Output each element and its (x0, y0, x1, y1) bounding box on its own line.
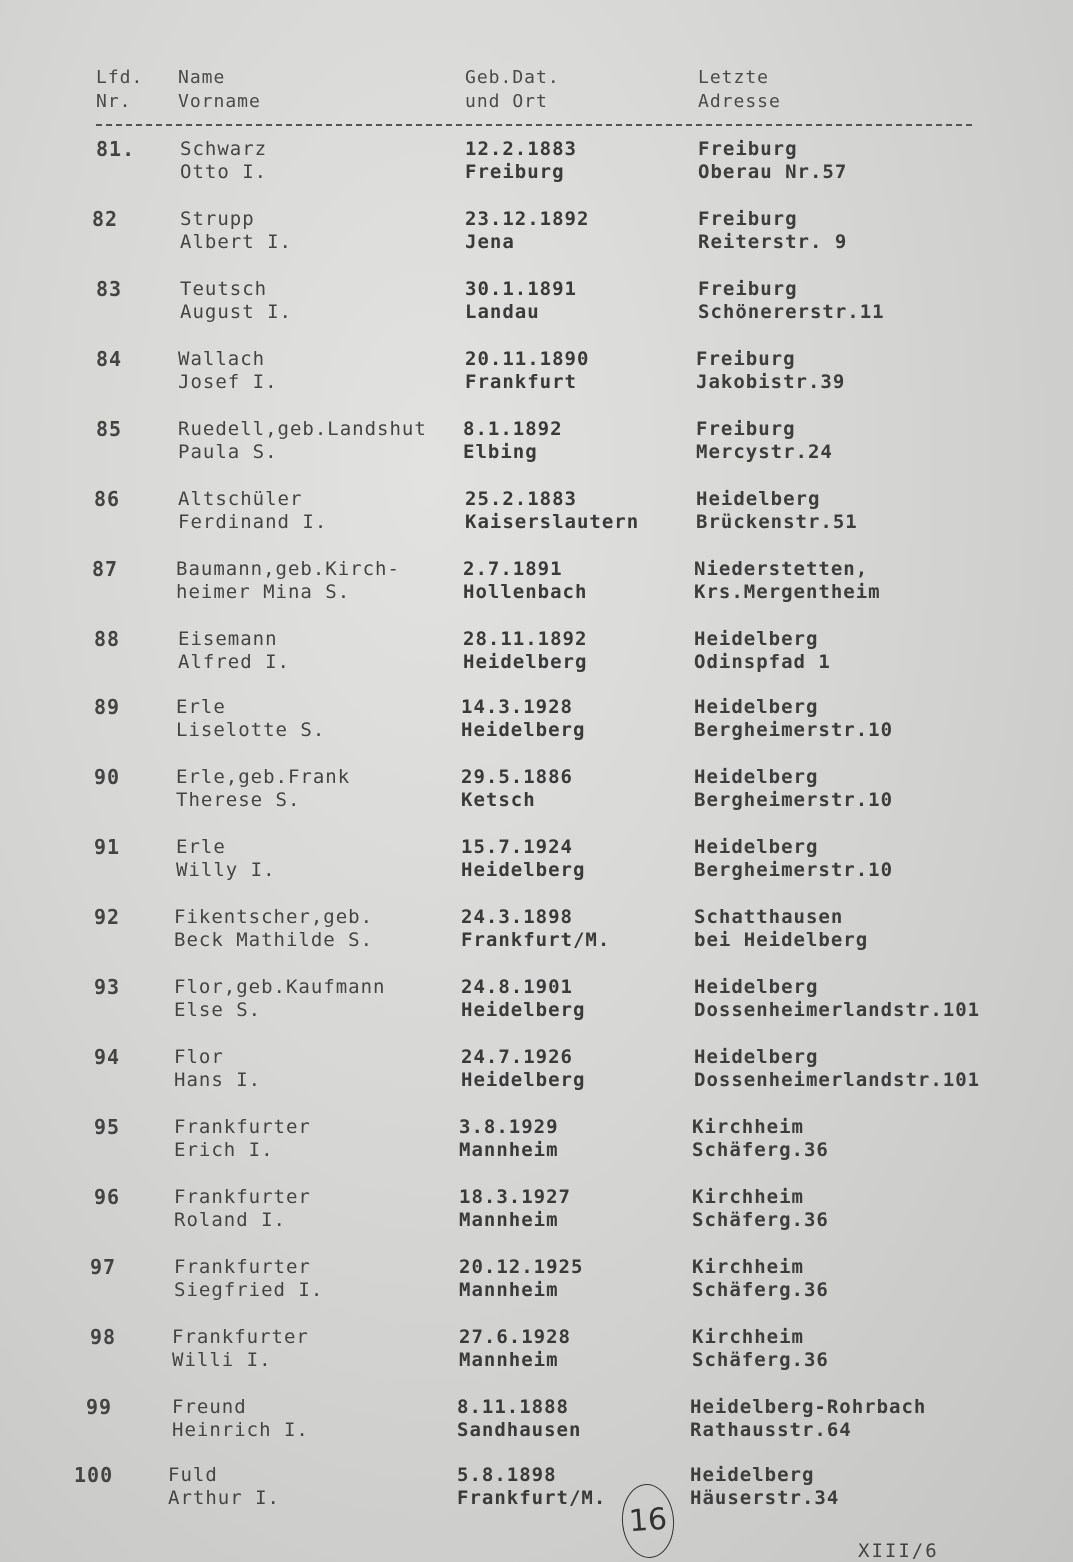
row-birth: 14.3.1928 Heidelberg (461, 696, 586, 741)
row-address: Freiburg Schönererstr.11 (698, 278, 885, 323)
row-name: Wallach Josef I. (178, 348, 278, 393)
row-number: 100 (74, 1463, 114, 1487)
row-birth: 25.2.1883 Kaiserslautern (465, 488, 640, 533)
row-birth: 5.8.1898 Frankfurt/M. (457, 1464, 607, 1509)
row-birth: 23.12.1892 Jena (465, 208, 590, 253)
row-number: 95 (94, 1115, 121, 1139)
table-row (0, 976, 1073, 1028)
header-divider (96, 124, 972, 126)
row-birth: 8.11.1888 Sandhausen (457, 1396, 582, 1441)
row-number: 88 (94, 627, 121, 651)
row-name: Frankfurter Siegfried I. (174, 1256, 324, 1301)
row-name: Eisemann Alfred I. (178, 628, 290, 673)
row-address: Freiburg Mercystr.24 (696, 418, 833, 463)
table-row (0, 1464, 1073, 1516)
row-birth: 24.3.1898 Frankfurt/M. (461, 906, 611, 951)
row-address: Heidelberg Bergheimerstr.10 (694, 766, 894, 811)
table-row (0, 1186, 1073, 1238)
row-number: 83 (96, 277, 123, 301)
row-birth: 27.6.1928 Mannheim (459, 1326, 571, 1371)
row-number: 97 (90, 1255, 117, 1279)
row-birth: 24.8.1901 Heidelberg (461, 976, 586, 1021)
row-address: Kirchheim Schäferg.36 (692, 1256, 829, 1301)
row-number: 81. (96, 137, 136, 161)
row-address: Heidelberg Bergheimerstr.10 (694, 836, 894, 881)
row-birth: 20.12.1925 Mannheim (459, 1256, 584, 1301)
table-row (0, 628, 1073, 680)
row-address: Schatthausen bei Heidelberg (694, 906, 869, 951)
row-name: Fikentscher,geb. Beck Mathilde S. (174, 906, 374, 951)
row-name: Frankfurter Willi I. (172, 1326, 309, 1371)
row-address: Kirchheim Schäferg.36 (692, 1186, 829, 1231)
row-address: Heidelberg Brückenstr.51 (696, 488, 858, 533)
table-header (0, 66, 1073, 118)
row-birth: 8.1.1892 Elbing (463, 418, 563, 463)
document-code: XIII/6 (858, 1540, 939, 1562)
row-birth: 12.2.1883 Freiburg (465, 138, 577, 183)
row-address: Kirchheim Schäferg.36 (692, 1326, 829, 1371)
table-row (0, 418, 1073, 470)
row-name: Teutsch August I. (180, 278, 292, 323)
row-name: Baumann,geb.Kirch- heimer Mina S. (176, 558, 400, 603)
table-row (0, 1256, 1073, 1308)
row-birth: 18.3.1927 Mannheim (459, 1186, 571, 1231)
row-number: 98 (90, 1325, 117, 1349)
row-name: Flor Hans I. (174, 1046, 262, 1091)
row-number: 96 (94, 1185, 121, 1209)
table-row (0, 348, 1073, 400)
row-number: 85 (96, 417, 123, 441)
table-row (0, 278, 1073, 330)
table-row (0, 1046, 1073, 1098)
table-row (0, 696, 1073, 748)
row-number: 86 (94, 487, 121, 511)
row-address: Heidelberg-Rohrbach Rathausstr.64 (690, 1396, 927, 1441)
row-address: Freiburg Jakobistr.39 (696, 348, 846, 393)
table-row (0, 1396, 1073, 1448)
table-row (0, 836, 1073, 888)
row-name: Fuld Arthur I. (168, 1464, 280, 1509)
row-name: Erle Willy I. (176, 836, 276, 881)
table-row (0, 138, 1073, 190)
row-birth: 24.7.1926 Heidelberg (461, 1046, 586, 1091)
row-address: Heidelberg Bergheimerstr.10 (694, 696, 894, 741)
table-row (0, 208, 1073, 260)
row-address: Kirchheim Schäferg.36 (692, 1116, 829, 1161)
row-name: Erle Liselotte S. (176, 696, 326, 741)
table-row (0, 1116, 1073, 1168)
row-number: 91 (94, 835, 121, 859)
row-birth: 15.7.1924 Heidelberg (461, 836, 586, 881)
row-number: 99 (86, 1395, 113, 1419)
header-letzte-adresse: Letzte Adresse (698, 67, 781, 112)
row-birth: 20.11.1890 Frankfurt (465, 348, 590, 393)
table-row (0, 488, 1073, 540)
row-address: Heidelberg Dossenheimerlandstr.101 (694, 976, 981, 1021)
row-number: 84 (96, 347, 123, 371)
row-number: 82 (92, 207, 119, 231)
row-number: 87 (92, 557, 119, 581)
row-birth: 29.5.1886 Ketsch (461, 766, 573, 811)
table-row (0, 1326, 1073, 1378)
header-name: Name Vorname (178, 67, 261, 112)
row-address: Freiburg Oberau Nr.57 (698, 138, 848, 183)
table-row (0, 906, 1073, 958)
row-address: Niederstetten, Krs.Mergentheim (694, 558, 881, 603)
header-lfd-nr: Lfd. Nr. (96, 67, 144, 112)
row-number: 93 (94, 975, 121, 999)
row-name: Erle,geb.Frank Therese S. (176, 766, 351, 811)
row-name: Frankfurter Roland I. (174, 1186, 311, 1231)
row-address: Freiburg Reiterstr. 9 (698, 208, 848, 253)
row-number: 90 (94, 765, 121, 789)
row-name: Freund Heinrich I. (172, 1396, 309, 1441)
row-name: Ruedell,geb.Landshut Paula S. (178, 418, 427, 463)
header-geb-dat: Geb.Dat. und Ort (465, 67, 560, 112)
row-number: 92 (94, 905, 121, 929)
row-birth: 28.11.1892 Heidelberg (463, 628, 588, 673)
row-birth: 3.8.1929 Mannheim (459, 1116, 559, 1161)
row-address: Heidelberg Odinspfad 1 (694, 628, 831, 673)
table-row (0, 766, 1073, 818)
row-name: Strupp Albert I. (180, 208, 292, 253)
row-name: Frankfurter Erich I. (174, 1116, 311, 1161)
row-name: Altschüler Ferdinand I. (178, 488, 328, 533)
row-number: 94 (94, 1045, 121, 1069)
table-row (0, 558, 1073, 610)
circled-page-number: 16 (619, 1482, 676, 1559)
row-birth: 30.1.1891 Landau (465, 278, 577, 323)
row-address: Heidelberg Häuserstr.34 (690, 1464, 840, 1509)
row-birth: 2.7.1891 Hollenbach (463, 558, 588, 603)
row-number: 89 (94, 695, 121, 719)
row-name: Schwarz Otto I. (180, 138, 268, 183)
row-name: Flor,geb.Kaufmann Else S. (174, 976, 386, 1021)
row-address: Heidelberg Dossenheimerlandstr.101 (694, 1046, 981, 1091)
